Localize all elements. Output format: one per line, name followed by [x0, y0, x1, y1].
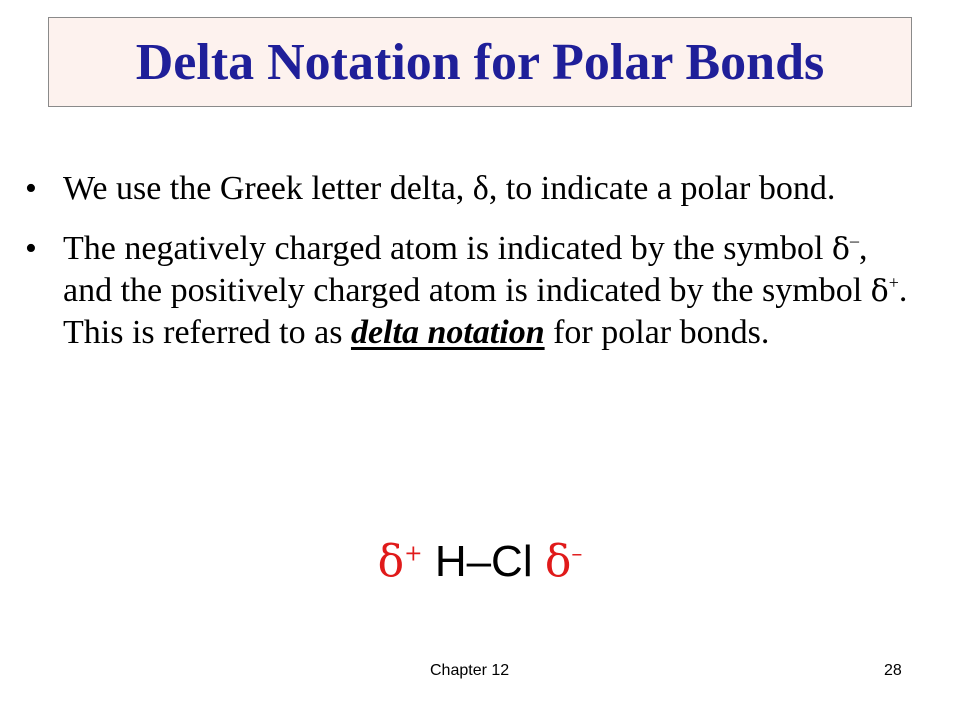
bullet-text-part: for polar bonds. — [544, 314, 770, 351]
delta-symbol: δ — [831, 232, 850, 267]
partial-positive-delta — [378, 536, 423, 587]
delta-glyph: δ — [544, 536, 572, 587]
partial-negative-delta — [545, 536, 583, 587]
footer-page-number: 28 — [884, 662, 902, 679]
title-box — [48, 17, 912, 107]
bullet-item-greek-delta — [25, 168, 925, 209]
negative-sign: – — [571, 541, 583, 567]
delta-glyph: δ — [377, 536, 405, 587]
molecule-formula: H–Cl — [434, 537, 533, 586]
minus-superscript: – — [849, 230, 859, 251]
slide-title: Delta Notation for Polar Bonds — [135, 33, 825, 91]
bullet-list — [25, 168, 925, 353]
bullet-text-part: . This is referred to as — [63, 272, 908, 351]
bullet-marker: • — [25, 230, 37, 267]
bullet-marker: • — [25, 170, 37, 207]
bullet-item-delta-notation — [25, 228, 925, 353]
polar-bond-equation — [0, 536, 960, 587]
bullet-text-part: The negatively charged atom is indicated by the symbol — [63, 230, 832, 267]
footer-chapter: Chapter 12 — [430, 662, 510, 679]
positive-sign: + — [404, 541, 423, 567]
key-term: delta notation — [350, 314, 545, 351]
bullet-text: We use the Greek letter delta, δ, to indicate a polar bond. — [63, 170, 836, 207]
delta-symbol: δ — [870, 274, 889, 309]
plus-superscript: + — [888, 272, 899, 293]
bullet-text-part: , and the positively charged atom is indicated by the symbol — [63, 230, 871, 309]
